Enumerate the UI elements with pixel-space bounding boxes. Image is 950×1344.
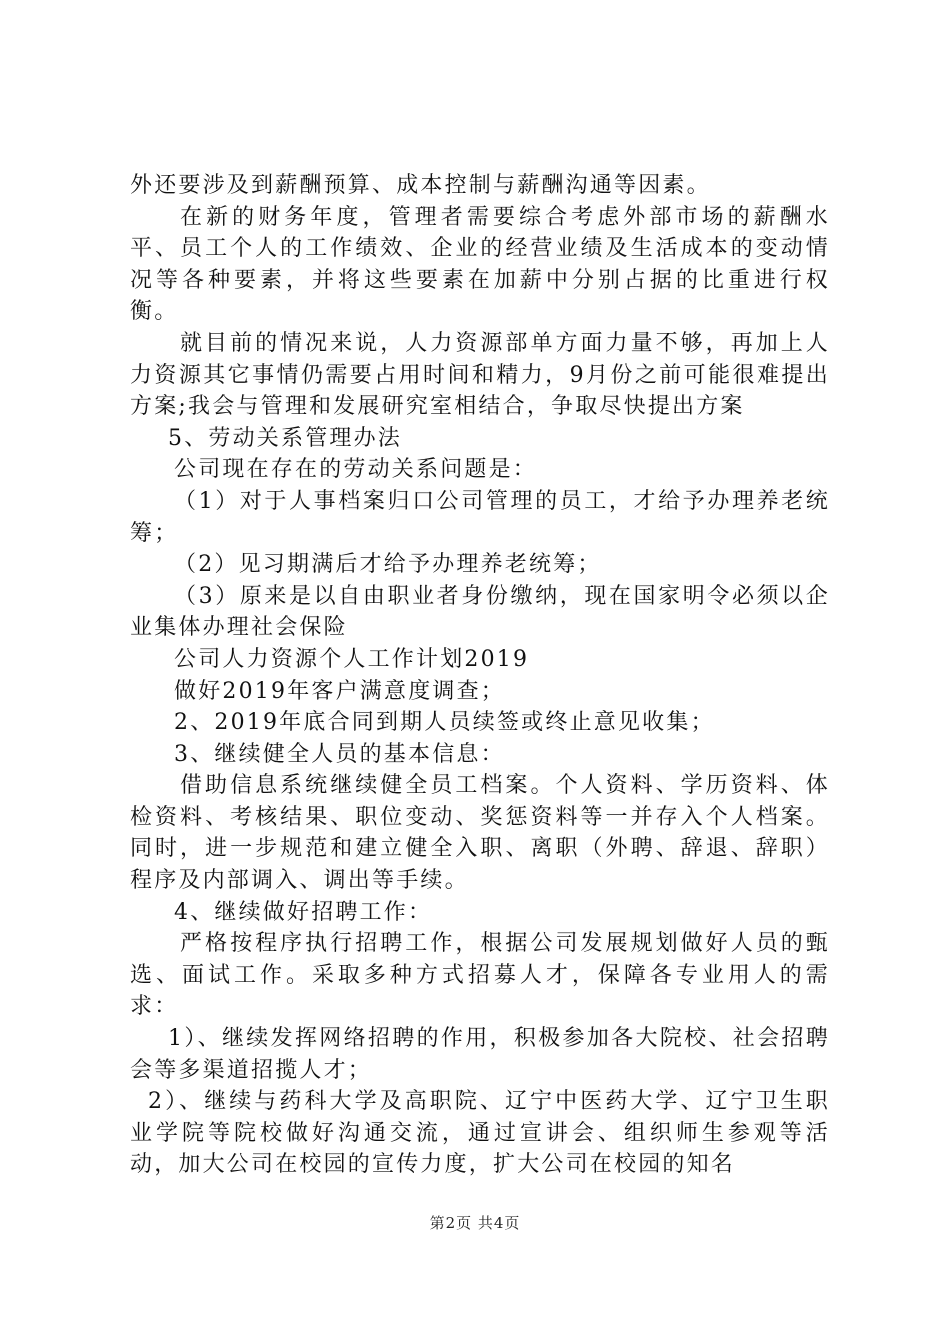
section-heading: 5、劳动关系管理办法 [168,425,402,451]
plan-title: 公司人力资源个人工作计划2019 [174,646,530,672]
paragraph: 借助信息系统继续健全员工档案。个人资料、学历资料、体检资料、考核结果、职位变动、奖惩资料等一并存入个人档案。同时，进一步规范和建立健全入职、离职（外聘、辞退、辞职）程序及内部调入、调出等手续。 [130,773,830,894]
list-item: （2）见习期满后才给予办理养老统筹； [174,552,602,578]
list-item: 4、继续做好招聘工作： [174,899,433,925]
list-item: 做好2019年客户满意度调查； [174,678,505,704]
list-item: 3、继续健全人员的基本信息： [174,741,505,767]
list-item: （3）原来是以自由职业者身份缴纳，现在国家明令必须以企业集体办理社会保险 [130,583,830,641]
paragraph: 在新的财务年度，管理者需要综合考虑外部市场的薪酬水平、员工个人的工作绩效、企业的经营业绩及生活成本的变动情况等各种要素，并将这些要素在加薪中分别占据的比重进行权衡。 [130,204,830,325]
paragraph: 公司现在存在的劳动关系问题是： [174,457,538,483]
paragraph: 外还要涉及到薪酬预算、成本控制与薪酬沟通等因素。 [130,173,711,198]
paragraph: 就目前的情况来说，人力资源部单方面力量不够，再加上人力资源其它事情仍需要占用时间和精力，9月份之前可能很难提出方案;我会与管理和发展研究室相结合，争取尽快提出方案 [130,330,830,420]
list-item: 1）、继续发挥网络招聘的作用，积极参加各大院校、社会招聘会等多渠道招揽人才； [130,1026,830,1083]
list-item: 2、2019年底合同到期人员续签或终止意见收集； [174,710,715,736]
list-item: 2）、继续与药科大学及高职院、辽宁中医药大学、辽宁卫生职业学院等院校做好沟通交流，通过宣讲会、组织师生参观等活动，加大公司在校园的宣传力度，扩大公司在校园的知名 [130,1089,830,1178]
page-footer: 第2页 共4页 [429,1214,521,1232]
document-body [130,170,830,1181]
paragraph: 严格按程序执行招聘工作，根据公司发展规划做好人员的甄选、面试工作。采取多种方式招募人才，保障各专业用人的需求： [130,931,830,1020]
list-item: （1）对于人事档案归口公司管理的员工，才给予办理养老统筹； [130,488,830,546]
